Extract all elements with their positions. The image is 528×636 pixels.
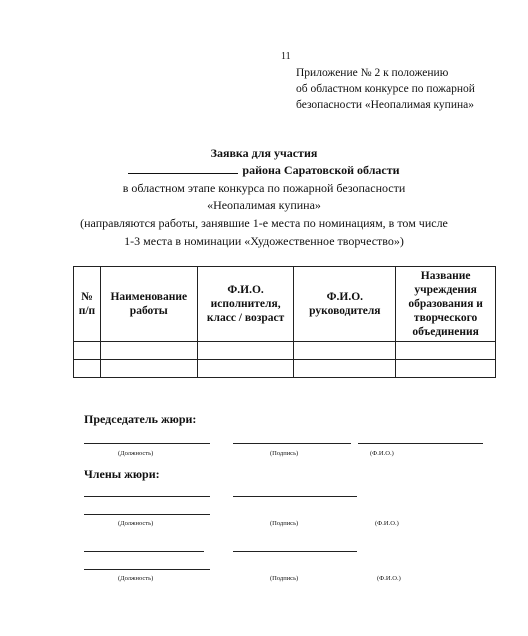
table-row xyxy=(74,360,496,378)
member1-position-line[interactable] xyxy=(84,496,210,497)
subtitle-line: в областном этапе конкурса по пожарной безопасности xyxy=(122,181,406,195)
signature-caption: (Подпись) xyxy=(270,520,299,527)
table-header-row xyxy=(74,267,496,342)
table-cell[interactable] xyxy=(74,360,101,378)
document-title: Заявка для участия xyxy=(210,146,318,160)
members-label: Члены жюри: xyxy=(84,467,160,481)
appendix-line: Приложение № 2 к положению xyxy=(296,67,449,79)
table-cell[interactable] xyxy=(100,342,197,360)
member2-signature-line[interactable] xyxy=(233,551,357,552)
member2-position-line[interactable] xyxy=(84,551,204,552)
header-performer: Ф.И.О. исполнителя, класс / возраст xyxy=(197,267,294,342)
header-institution: Название учреждения образования и творческого объединения xyxy=(396,267,496,342)
table-cell[interactable] xyxy=(74,342,101,360)
header-supervisor: Ф.И.О. руководителя xyxy=(294,267,396,342)
district-blank xyxy=(128,163,238,174)
table-cell[interactable] xyxy=(197,342,294,360)
page-number: 11 xyxy=(281,51,291,62)
signature-caption: (Подпись) xyxy=(270,575,299,582)
table-cell[interactable] xyxy=(294,342,396,360)
table-cell[interactable] xyxy=(197,360,294,378)
member1-signature-line[interactable] xyxy=(233,496,357,497)
member2-position-line-2[interactable] xyxy=(84,569,210,570)
name-caption: (Ф.И.О.) xyxy=(375,520,399,527)
table-cell[interactable] xyxy=(396,342,496,360)
appendix-line: безопасности «Неопалимая купина» xyxy=(296,99,475,111)
position-caption: (Должность) xyxy=(118,520,154,527)
table-cell[interactable] xyxy=(294,360,396,378)
signature-caption: (Подпись) xyxy=(270,450,299,457)
position-caption: (Должность) xyxy=(118,575,154,582)
application-table xyxy=(73,266,496,378)
member1-position-line-2[interactable] xyxy=(84,514,210,515)
district-line xyxy=(0,163,528,178)
table-cell[interactable] xyxy=(100,360,197,378)
subtitle-line: «Неопалимая купина» xyxy=(207,198,321,212)
position-caption: (Должность) xyxy=(118,450,154,457)
note-line: (направляются работы, занявшие 1-е места по номинациям, в том числе xyxy=(80,216,448,230)
chairman-label: Председатель жюри: xyxy=(84,412,197,426)
chairman-position-line[interactable] xyxy=(84,443,210,444)
chairman-name-line[interactable] xyxy=(358,443,483,444)
table-cell[interactable] xyxy=(396,360,496,378)
name-caption: (Ф.И.О.) xyxy=(370,450,394,457)
appendix-line: об областном конкурсе по пожарной xyxy=(296,83,475,95)
name-caption: (Ф.И.О.) xyxy=(377,575,401,582)
note-line: 1-3 места в номинации «Художественное творчество») xyxy=(124,234,404,248)
header-work-name: Наименование работы xyxy=(100,267,197,342)
header-number: № п/п xyxy=(74,267,101,342)
table-row xyxy=(74,342,496,360)
appendix-note xyxy=(296,65,475,113)
district-label: района Саратовской области xyxy=(242,163,400,177)
chairman-signature-line[interactable] xyxy=(233,443,351,444)
